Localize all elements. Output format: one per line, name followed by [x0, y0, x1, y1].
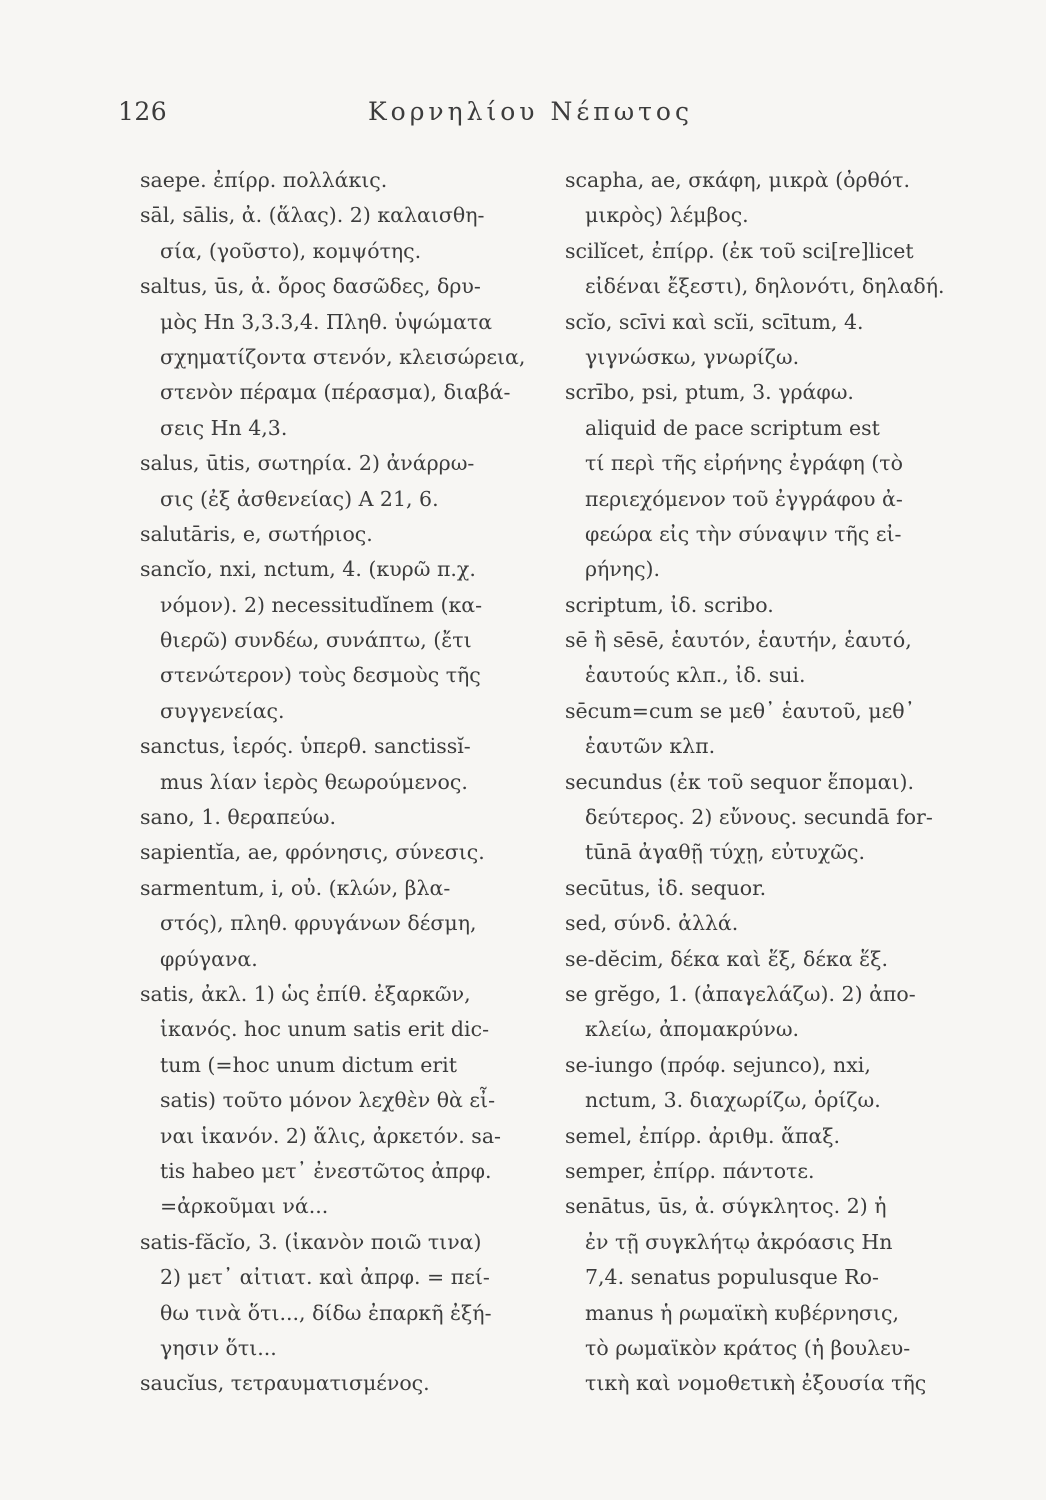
left-column	[140, 163, 560, 1402]
entry-continuation-line: 2) μετ᾽ αἰτιατ. καὶ ἀπρφ. = πεί-	[160, 1265, 490, 1290]
entry-continuation-line: φρύγανα.	[160, 946, 258, 971]
entry-continuation-line: συγγενείας.	[160, 698, 285, 723]
entry-headword-line: se-iungo (πρόφ. sejunco), nxi,	[565, 1052, 871, 1077]
entry-headword-line: saltus, ūs, ἀ. ὄρος δασῶδες, δρυ-	[140, 274, 481, 299]
entry-headword-line: se grĕgo, 1. (ἀπαγελάζω). 2) ἀπο-	[565, 981, 916, 1006]
entry-continuation-line: =ἀρκοῦμαι νά...	[160, 1194, 329, 1219]
entry-continuation-line: θω τινὰ ὅτι..., δίδω ἐπαρκῆ ἐξή-	[160, 1300, 492, 1325]
entry-continuation-line: μὸς Hn 3,3.3,4. Πληθ. ὑψώματα	[160, 309, 493, 334]
entry-continuation-line: νόμον). 2) necessitudĭnem (κα-	[160, 592, 483, 617]
entry-headword-line: scriptum, ἰδ. scribo.	[565, 592, 774, 617]
entry-continuation-line: σία, (γοῦστο), κομψότης.	[160, 238, 422, 263]
entry-headword-line: sāl, sālis, ἀ. (ἅλας). 2) καλαισθη-	[140, 203, 485, 228]
entry-headword-line: scrībo, psi, ptum, 3. γράφω.	[565, 380, 854, 405]
entry-continuation-line: σις (ἐξ ἀσθενείας) A 21, 6.	[160, 486, 439, 511]
entry-headword-line: sē ἢ sēsē, ἑαυτόν, ἑαυτήν, ἑαυτό,	[565, 628, 912, 653]
entry-headword-line: saucĭus, τετραυματισμένος.	[140, 1371, 430, 1396]
entry-headword-line: scĭo, scīvi καὶ scĭi, scītum, 4.	[565, 309, 864, 334]
page-number: 126	[118, 97, 168, 126]
entry-continuation-line: manus ἡ ρωμαϊκὴ κυβέρνησις,	[585, 1300, 900, 1325]
entry-continuation-line: θιερῶ) συνδέω, συνάπτω, (ἔτι	[160, 628, 472, 653]
entry-continuation-line: tis habeo μετ᾽ ἐνεστῶτος ἀπρφ.	[160, 1158, 492, 1183]
entry-headword-line: semper, ἐπίρρ. πάντοτε.	[565, 1158, 815, 1183]
entry-headword-line: scapha, ae, σκάφη, μικρὰ (ὀρθότ.	[565, 168, 911, 192]
entry-continuation-line: τί περὶ τῆς εἰρήνης ἐγράφη (τὸ	[585, 451, 903, 476]
entry-headword-line: sanctus, ἱερός. ὑπερθ. sanctissĭ-	[140, 734, 471, 759]
entry-continuation-line: κλείω, ἀπομακρύνω.	[585, 1017, 800, 1042]
entry-continuation-line: aliquid de pace scriptum est	[585, 415, 880, 440]
entry-headword-line: sarmentum, i, οὐ. (κλών, βλα-	[140, 875, 451, 900]
entry-headword-line: sed, σύνδ. ἀλλά.	[565, 911, 739, 936]
entry-continuation-line: μικρὸς) λέμβος.	[585, 203, 749, 228]
entry-headword-line: salutāris, e, σωτήριος.	[140, 521, 373, 546]
entry-headword-line: sapientĭa, ae, φρόνησις, σύνεσις.	[140, 840, 485, 865]
running-head: Κορνηλίου Νέπωτος	[368, 97, 693, 126]
entry-continuation-line: φεώρα εἰς τὴν σύναψιν τῆς εἰ-	[585, 521, 902, 546]
entry-headword-line: sano, 1. θεραπεύω.	[140, 805, 337, 830]
entry-continuation-line: στενὸν πέραμα (πέρασμα), διαβά-	[160, 380, 511, 405]
entry-continuation-line: δεύτερος. 2) εὔνους. secundā for-	[585, 805, 933, 830]
entry-continuation-line: εἰδέναι ἔξεστι), δηλονότι, δηλαδή.	[585, 274, 945, 299]
entry-continuation-line: σεις Hn 4,3.	[160, 415, 288, 440]
right-column	[565, 163, 1015, 1402]
entry-headword-line: senātus, ūs, ἀ. σύγκλητος. 2) ἡ	[565, 1194, 887, 1219]
entry-continuation-line: γιγνώσκω, γνωρίζω.	[585, 344, 800, 369]
entry-headword-line: saepe. ἐπίρρ. πολλάκις.	[140, 168, 388, 192]
entry-headword-line: satis-făcĭo, 3. (ἱκανὸν ποιῶ τινα)	[140, 1229, 482, 1254]
entry-continuation-line: περιεχόμενον τοῦ ἐγγράφου ἀ-	[585, 486, 903, 511]
entry-continuation-line: γησιν ὅτι...	[160, 1335, 277, 1360]
entry-continuation-line: τικὴ καὶ νομοθετικὴ ἐξουσία τῆς	[585, 1371, 927, 1396]
entry-continuation-line: ἑαυτούς κλπ., ἰδ. sui.	[585, 663, 806, 688]
entry-continuation-line: ρήνης).	[585, 557, 661, 582]
entry-headword-line: sēcum=cum se μεθ᾽ ἑαυτοῦ, μεθ᾽	[565, 698, 915, 723]
entry-headword-line: sancĭo, nxi, nctum, 4. (κυρῶ π.χ.	[140, 557, 476, 582]
entry-continuation-line: 7,4. senatus populusque Ro-	[585, 1265, 879, 1290]
entry-headword-line: salus, ūtis, σωτηρία. 2) ἀνάρρω-	[140, 451, 475, 476]
entry-continuation-line: tum (=hoc unum dictum erit	[160, 1052, 457, 1077]
entry-continuation-line: ἑαυτῶν κλπ.	[585, 734, 716, 759]
entry-continuation-line: σχηματίζοντα στενόν, κλεισώρεια,	[160, 344, 526, 369]
entry-continuation-line: ἐν τῇ συγκλήτῳ ἀκρόασις Hn	[585, 1229, 893, 1254]
entry-headword-line: satis, ἀκλ. 1) ὡς ἐπίθ. ἐξαρκῶν,	[140, 981, 471, 1006]
entry-headword-line: se-dĕcim, δέκα καὶ ἕξ, δέκα ἕξ.	[565, 946, 888, 971]
entry-continuation-line: tūnā ἀγαθῇ τύχῃ, εὐτυχῶς.	[585, 840, 866, 865]
entry-continuation-line: τὸ ρωμαϊκὸν κράτος (ἡ βουλευ-	[585, 1335, 911, 1360]
entry-headword-line: semel, ἐπίρρ. ἀριθμ. ἅπαξ.	[565, 1123, 841, 1148]
entry-headword-line: scilĭcet, ἐπίρρ. (ἐκ τοῦ sci[re]licet	[565, 238, 914, 263]
entry-continuation-line: ναι ἱκανόν. 2) ἅλις, ἀρκετόν. sa-	[160, 1123, 501, 1148]
entry-continuation-line: nctum, 3. διαχωρίζω, ὁρίζω.	[585, 1088, 881, 1113]
entry-continuation-line: ἱκανός. hoc unum satis erit dic-	[160, 1017, 490, 1042]
entry-headword-line: secūtus, ἰδ. sequor.	[565, 875, 767, 900]
entry-continuation-line: στενώτερον) τοὺς δεσμοὺς τῆς	[160, 663, 481, 688]
entry-headword-line: secundus (ἐκ τοῦ sequor ἕπομαι).	[565, 769, 915, 794]
entry-continuation-line: στός), πληθ. φρυγάνων δέσμη,	[160, 911, 477, 936]
entry-continuation-line: satis) τοῦτο μόνον λεχθὲν θὰ εἶ-	[160, 1088, 496, 1113]
entry-continuation-line: mus λίαν ἱερὸς θεωρούμενος.	[160, 769, 468, 794]
